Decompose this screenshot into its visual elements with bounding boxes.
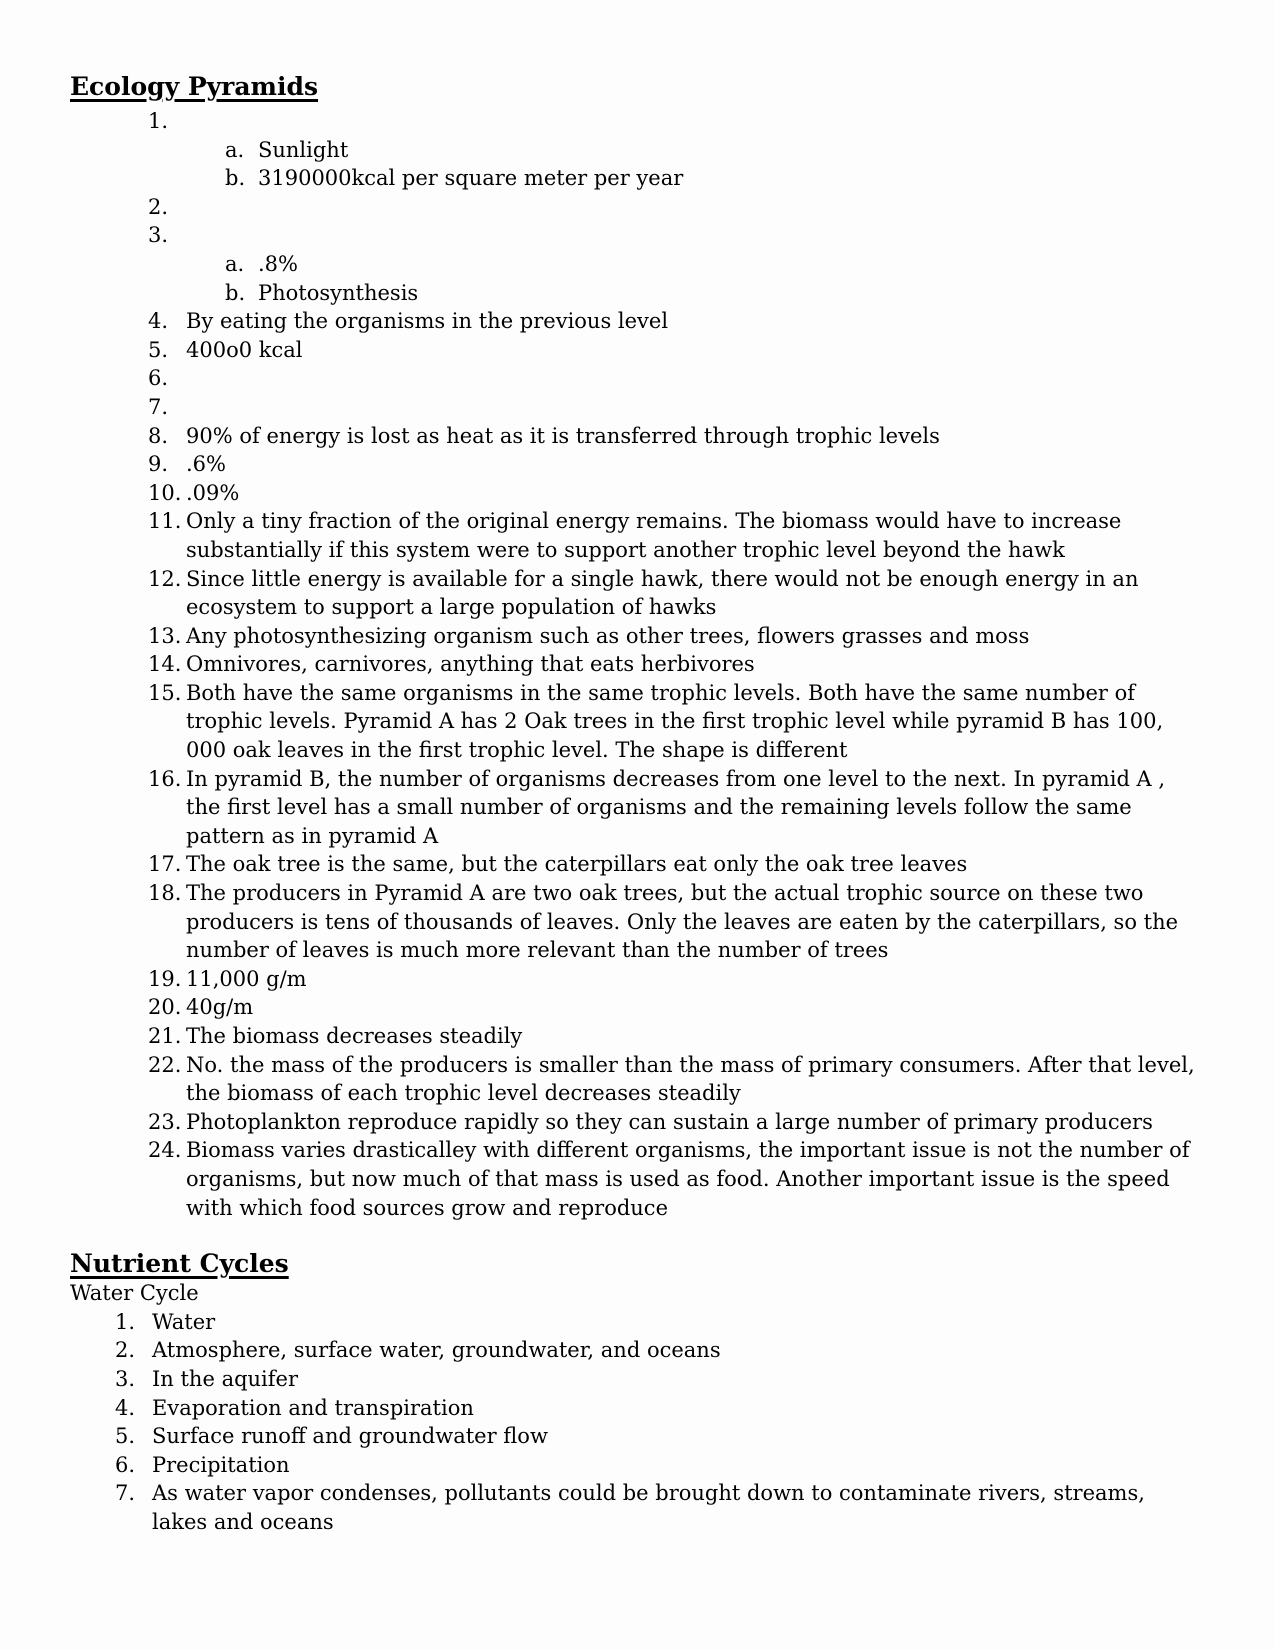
list-item bbox=[148, 1108, 1195, 1137]
list-item bbox=[148, 336, 1195, 365]
list-item-row bbox=[115, 1422, 1195, 1451]
list-item bbox=[115, 1394, 1195, 1423]
item-marker: 8. bbox=[148, 423, 169, 448]
item-marker: 15. bbox=[148, 680, 182, 705]
item-text: 40g/m bbox=[186, 995, 254, 1020]
sub-item-text: Photosynthesis bbox=[258, 280, 419, 305]
list-item bbox=[148, 565, 1195, 622]
list-item-row bbox=[115, 1394, 1195, 1423]
sub-list-item bbox=[225, 136, 1195, 165]
sub-item-marker: b. bbox=[225, 166, 246, 191]
sub-item-text: .8% bbox=[258, 251, 298, 276]
item-marker: 6. bbox=[115, 1452, 136, 1477]
list-item bbox=[115, 1479, 1195, 1536]
list-item-row bbox=[148, 193, 1195, 222]
list-item-row bbox=[148, 1136, 1195, 1222]
list-item bbox=[148, 479, 1195, 508]
item-text bbox=[186, 221, 1195, 250]
item-marker: 22. bbox=[148, 1052, 182, 1077]
item-marker: 2. bbox=[148, 194, 169, 219]
item-text bbox=[186, 364, 1195, 393]
list-item bbox=[148, 1136, 1195, 1222]
sub-item-marker: a. bbox=[225, 137, 245, 162]
list-item bbox=[148, 393, 1195, 422]
list-item bbox=[148, 850, 1195, 879]
item-text bbox=[186, 193, 1195, 222]
item-marker: 13. bbox=[148, 623, 182, 648]
list-item-row bbox=[148, 507, 1195, 564]
item-text: The biomass decreases steadily bbox=[186, 1024, 523, 1048]
list-item-row bbox=[148, 1108, 1195, 1137]
list-item-row bbox=[148, 1051, 1195, 1108]
water-cycle-answers-list bbox=[115, 1308, 1195, 1537]
item-text: Precipitation bbox=[152, 1452, 290, 1477]
item-text: In the aquifer bbox=[152, 1366, 299, 1391]
item-marker: 9. bbox=[148, 452, 169, 477]
list-item bbox=[115, 1308, 1195, 1337]
item-marker: 3. bbox=[115, 1366, 136, 1391]
list-item bbox=[148, 1022, 1195, 1051]
item-marker: 7. bbox=[115, 1481, 136, 1506]
item-text: As water vapor condenses, pollutants could be brought down to contaminate rivers, streams, lakes and oceans bbox=[152, 1481, 1145, 1534]
list-item-row bbox=[148, 307, 1195, 336]
item-text: The producers in Pyramid A are two oak trees, but the actual trophic source on these two producers is tens of thousands of leaves. Only the leaves are eaten by the caterpillars, so the number of leaves is much more relevant than the number of trees bbox=[186, 881, 1179, 963]
item-text: By eating the organisms in the previous level bbox=[186, 309, 669, 334]
list-item-row bbox=[148, 850, 1195, 879]
list-item bbox=[148, 364, 1195, 393]
list-item bbox=[115, 1365, 1195, 1394]
item-text: 11,000 g/m bbox=[186, 966, 307, 991]
list-item bbox=[148, 507, 1195, 564]
section-heading-ecology-text: Ecology Pyramids bbox=[70, 72, 319, 101]
item-text: Any photosynthesizing organism such as other trees, flowers grasses and moss bbox=[186, 623, 1030, 648]
item-marker: 12. bbox=[148, 566, 182, 591]
list-item bbox=[148, 221, 1195, 307]
item-text: No. the mass of the producers is smaller than the mass of primary consumers. After that level, the biomass of each trophic level decreases steadily bbox=[186, 1052, 1195, 1106]
item-text: The oak tree is the same, but the caterpillars eat only the oak tree leaves bbox=[186, 852, 968, 877]
sub-item-marker: a. bbox=[225, 251, 245, 276]
sub-item-marker: b. bbox=[225, 280, 246, 305]
list-item-row bbox=[148, 1022, 1195, 1051]
item-marker: 14. bbox=[148, 652, 182, 677]
item-marker: 23. bbox=[148, 1109, 182, 1134]
item-text: Atmosphere, surface water, groundwater, and oceans bbox=[152, 1338, 721, 1363]
item-marker: 1. bbox=[148, 109, 169, 133]
item-marker: 1. bbox=[115, 1309, 136, 1334]
sub-list-item bbox=[225, 164, 1195, 193]
list-item bbox=[148, 450, 1195, 479]
list-item bbox=[148, 965, 1195, 994]
item-text: Biomass varies drasticalley with different organisms, the important issue is not the number of organisms, but now much of that mass is used as food. Another important issue is the speed with which food sources grow and reproduce bbox=[186, 1138, 1190, 1220]
item-marker: 10. bbox=[148, 480, 182, 505]
item-marker: 20. bbox=[148, 995, 182, 1020]
ecology-answers-list bbox=[148, 107, 1195, 1222]
item-text: Evaporation and transpiration bbox=[152, 1395, 474, 1420]
list-item-row bbox=[115, 1451, 1195, 1480]
list-item bbox=[115, 1451, 1195, 1480]
list-item-row bbox=[148, 479, 1195, 508]
water-cycle-subheading: Water Cycle bbox=[70, 1281, 199, 1306]
item-marker: 19. bbox=[148, 966, 182, 991]
list-item bbox=[148, 993, 1195, 1022]
item-text: Since little energy is available for a single hawk, there would not be enough energy in an ecosystem to support a large population of hawks bbox=[186, 566, 1139, 620]
item-marker: 18. bbox=[148, 881, 182, 906]
list-item-row bbox=[148, 965, 1195, 994]
item-text: Omnivores, carnivores, anything that eats herbivores bbox=[186, 652, 755, 677]
list-item-row bbox=[148, 565, 1195, 622]
list-item bbox=[148, 879, 1195, 965]
list-item bbox=[148, 765, 1195, 851]
list-item bbox=[148, 422, 1195, 451]
list-item-row bbox=[148, 622, 1195, 651]
item-text: In pyramid B, the number of organisms decreases from one level to the next. In pyramid A , the first level has a small number of organisms and the remaining levels follow the same pattern as in pyramid A bbox=[186, 766, 1166, 848]
item-marker: 4. bbox=[115, 1395, 136, 1420]
item-text: Water bbox=[152, 1309, 216, 1334]
list-item-row bbox=[148, 993, 1195, 1022]
item-marker: 7. bbox=[148, 394, 169, 419]
section-heading-ecology bbox=[70, 72, 1195, 102]
item-marker: 5. bbox=[148, 337, 169, 362]
list-item bbox=[148, 679, 1195, 765]
list-item-row bbox=[148, 650, 1195, 679]
sub-list-item bbox=[225, 250, 1195, 279]
item-text: .09% bbox=[186, 480, 240, 505]
item-marker: 6. bbox=[148, 366, 169, 391]
list-item bbox=[148, 622, 1195, 651]
list-item-row bbox=[148, 336, 1195, 365]
sub-item-text: Sunlight bbox=[258, 137, 349, 162]
item-text: 90% of energy is lost as heat as it is transferred through trophic levels bbox=[186, 423, 940, 448]
list-item-row bbox=[148, 364, 1195, 393]
sub-item-text: 3190000kcal per square meter per year bbox=[258, 166, 684, 191]
list-item-row bbox=[115, 1365, 1195, 1394]
item-marker: 17. bbox=[148, 852, 182, 877]
list-item bbox=[148, 1051, 1195, 1108]
item-marker: 5. bbox=[115, 1424, 136, 1449]
sub-list-item bbox=[225, 279, 1195, 308]
item-text bbox=[186, 393, 1195, 422]
list-item-row bbox=[148, 422, 1195, 451]
item-text: 400o0 kcal bbox=[186, 337, 303, 362]
list-item bbox=[148, 307, 1195, 336]
list-item-row bbox=[148, 765, 1195, 851]
list-item-row bbox=[148, 107, 1195, 136]
item-marker: 3. bbox=[148, 223, 169, 248]
list-item-row bbox=[115, 1479, 1195, 1536]
list-item-row bbox=[148, 450, 1195, 479]
list-item-row bbox=[148, 221, 1195, 250]
item-text bbox=[186, 107, 1195, 136]
item-marker: 4. bbox=[148, 309, 169, 334]
section-heading-nutrient bbox=[70, 1249, 1195, 1279]
section-heading-nutrient-text: Nutrient Cycles bbox=[70, 1249, 289, 1279]
item-marker: 21. bbox=[148, 1024, 182, 1048]
item-text: Photoplankton reproduce rapidly so they can sustain a large number of primary producers bbox=[186, 1109, 1153, 1134]
list-item-row bbox=[148, 679, 1195, 765]
item-text: .6% bbox=[186, 452, 226, 477]
item-marker: 24. bbox=[148, 1138, 182, 1163]
list-item bbox=[148, 193, 1195, 222]
list-item-row bbox=[148, 393, 1195, 422]
list-item bbox=[115, 1336, 1195, 1365]
list-item-row bbox=[115, 1308, 1195, 1337]
item-marker: 2. bbox=[115, 1338, 136, 1363]
list-item-row bbox=[148, 879, 1195, 965]
section-nutrient-cycles bbox=[70, 1249, 1195, 1536]
item-marker: 11. bbox=[148, 509, 182, 534]
item-marker: 16. bbox=[148, 766, 182, 791]
list-item bbox=[115, 1422, 1195, 1451]
item-text: Both have the same organisms in the same trophic levels. Both have the same number of trophic levels. Pyramid A has 2 Oak trees in the first trophic level while pyramid B has 100, 000 oak leaves in the first trophic level. The shape is different bbox=[186, 680, 1164, 763]
list-item bbox=[148, 107, 1195, 193]
list-item bbox=[148, 650, 1195, 679]
item-text: Only a tiny fraction of the original energy remains. The biomass would have to increase substantially if this system were to support another trophic level beyond the hawk bbox=[186, 509, 1122, 562]
list-item-row bbox=[115, 1336, 1195, 1365]
item-text: Surface runoff and groundwater flow bbox=[152, 1424, 548, 1449]
